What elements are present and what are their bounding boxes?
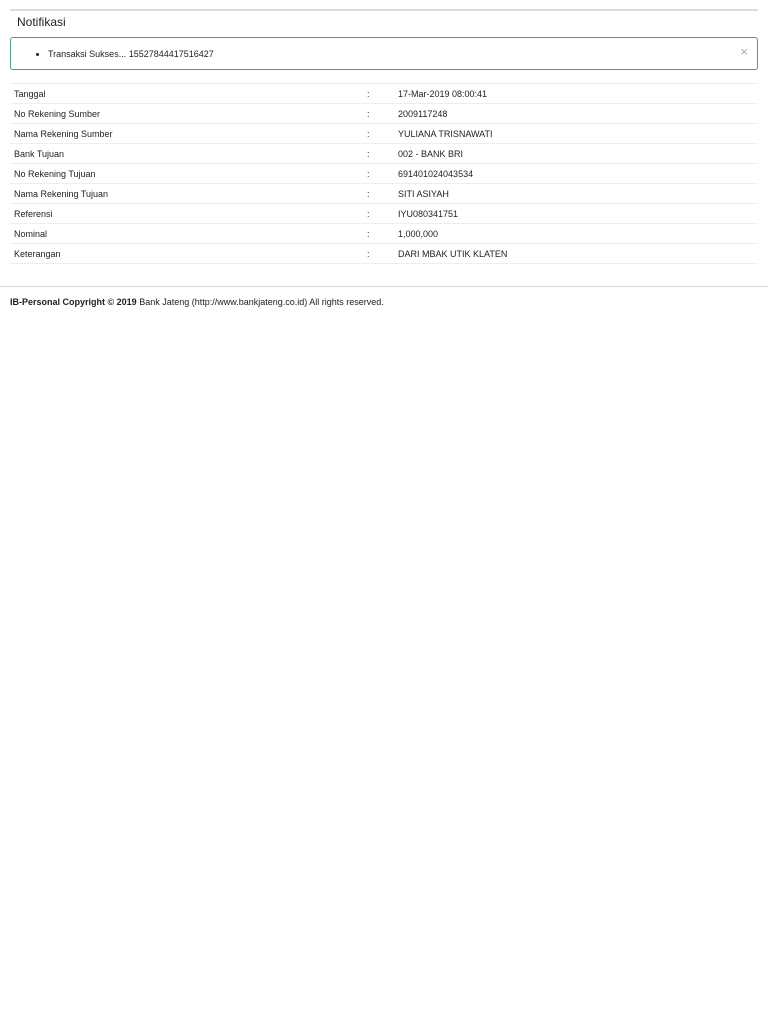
alert-message: • Transaksi Sukses... 15527844417516427 xyxy=(48,48,214,60)
row-value: IYU080341751 xyxy=(398,208,459,219)
row-separator: : xyxy=(367,128,370,139)
row-value: 691401024043534 xyxy=(398,168,474,179)
row-separator: : xyxy=(367,168,370,179)
transaction-details-table xyxy=(10,83,758,264)
row-label: Keterangan xyxy=(14,248,61,259)
table-row xyxy=(10,243,758,263)
row-separator: : xyxy=(367,188,370,199)
footer-text: Bank Jateng (http://www.bankjateng.co.id) All rights reserved. xyxy=(139,297,384,307)
row-label: No Rekening Tujuan xyxy=(14,168,96,179)
row-separator: : xyxy=(367,208,370,219)
table-row xyxy=(10,123,758,143)
success-alert xyxy=(10,37,758,70)
row-label: Nama Rekening Tujuan xyxy=(14,188,109,199)
row-label: Referensi xyxy=(14,208,53,219)
close-icon[interactable]: × xyxy=(740,44,748,59)
table-row xyxy=(10,83,758,103)
row-label: Nama Rekening Sumber xyxy=(14,128,113,139)
row-value: SITI ASIYAH xyxy=(398,188,449,199)
notification-heading: Notifikasi xyxy=(17,15,66,29)
row-label: Bank Tujuan xyxy=(14,148,65,159)
row-separator: : xyxy=(367,108,370,119)
row-separator: : xyxy=(367,248,370,259)
row-separator: : xyxy=(367,148,370,159)
footer-copyright: IB-Personal Copyright © 2019 xyxy=(10,297,137,307)
top-divider xyxy=(10,9,758,11)
row-value: 17-Mar-2019 08:00:41 xyxy=(398,88,488,99)
table-row xyxy=(10,183,758,203)
row-value: 002 - BANK BRI xyxy=(398,148,464,159)
table-row xyxy=(10,203,758,223)
table-row xyxy=(10,103,758,123)
row-label: Nominal xyxy=(14,228,48,239)
row-value: DARI MBAK UTIK KLATEN xyxy=(398,248,508,259)
table-row xyxy=(10,163,758,183)
row-label: No Rekening Sumber xyxy=(14,108,101,119)
table-row xyxy=(10,223,758,243)
table-row xyxy=(10,143,758,163)
row-label: Tanggal xyxy=(14,88,46,99)
row-value: YULIANA TRISNAWATI xyxy=(398,128,493,139)
alert-message-list xyxy=(11,48,214,60)
row-separator: : xyxy=(367,228,370,239)
footer xyxy=(10,297,384,308)
row-separator: : xyxy=(367,88,370,99)
row-value: 1,000,000 xyxy=(398,228,439,239)
footer-divider xyxy=(0,286,768,287)
row-value: 2009117248 xyxy=(398,108,448,119)
